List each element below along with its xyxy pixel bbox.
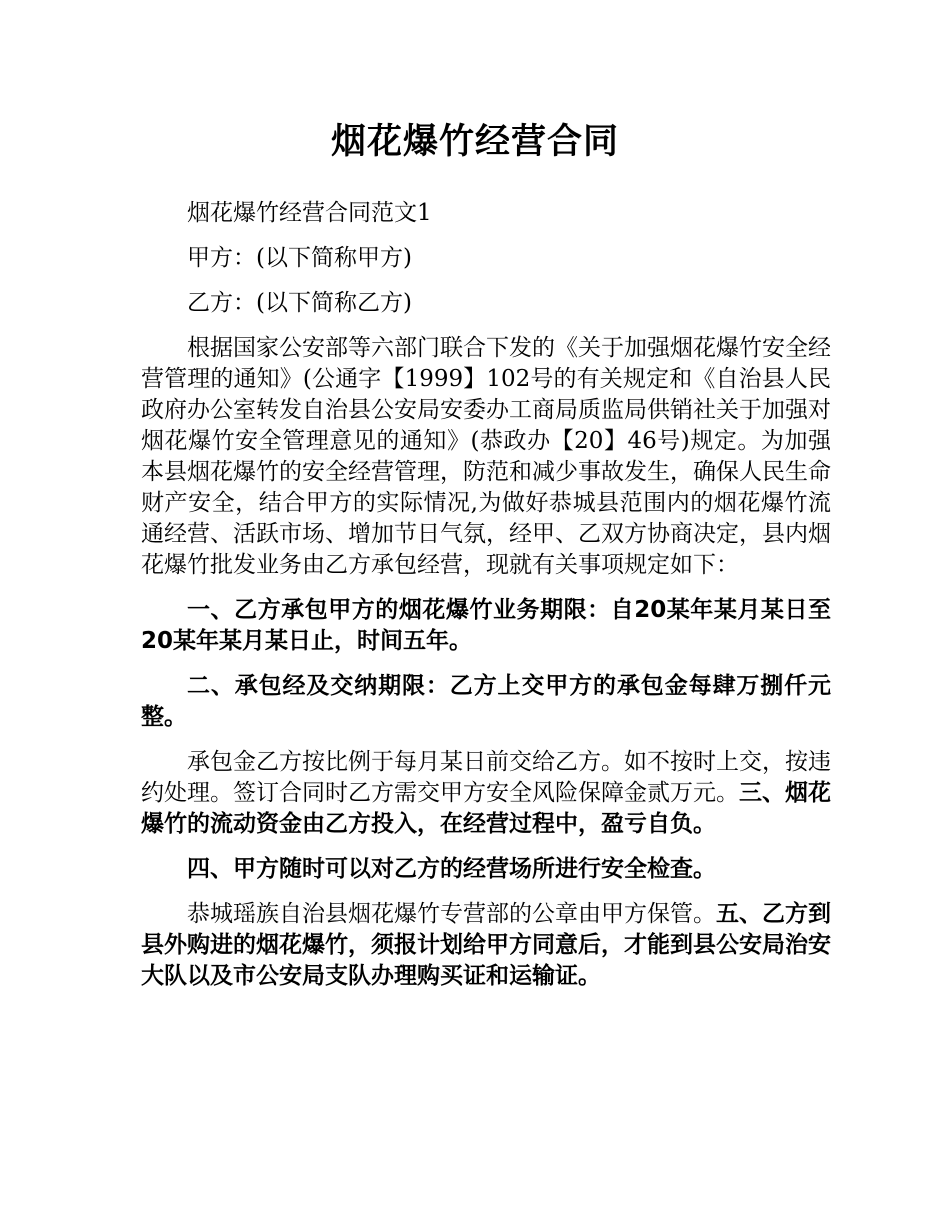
clause-1-paragraph: 一、乙方承包甲方的烟花爆竹业务期限：自20某年某月某日至20某年某月某日止，时间五年。: [141, 597, 831, 654]
clause-2-detail-text: 承包金乙方按比例于每月某日前交给乙方。如不按时上交，按违约处理。签订合同时乙方需交甲方安全风险保障金贰万元。: [141, 749, 831, 806]
preamble-paragraph: 根据国家公安部等六部门联合下发的《关于加强烟花爆竹安全经营管理的通知》(公通字【1999】102号的有关规定和《自治县人民政府办公室转发自治县公安局安委办工商局质监局供销社关于加强对烟花爆竹安全管理意见的通知》(恭政办【20】46号)规定。为加强本县烟花爆竹的安全经营管理，防范和减少事故发生，确保人民生命财产安全，结合甲方的实际情况,为做好恭城县范围内的烟花爆竹流通经营、活跃市场、增加节日气氛，经甲、乙双方协商决定，县内烟花爆竹批发业务由乙方承包经营，现就有关事项规定如下：: [141, 335, 831, 578]
clause-4-detail-text: 恭城瑶族自治县烟花爆竹专营部的公章由甲方保管。: [187, 901, 716, 927]
clause-4-paragraph: 四、甲方随时可以对乙方的经营场所进行安全检查。: [187, 856, 716, 882]
subtitle-paragraph: 烟花爆竹经营合同范文1: [187, 200, 432, 226]
clause-2-detail-paragraph: [141, 747, 831, 840]
clause-2-paragraph: 二、承包经及交纳期限：乙方上交甲方的承包金每肆万捌仟元整。: [141, 673, 831, 730]
document-body: [141, 198, 831, 992]
clause-5-text: 五、乙方到县外购进的烟花爆竹，须报计划给甲方同意后，才能到县公安局治安大队以及市公安局支队办理购买证和运输证。: [141, 901, 831, 989]
party-b-paragraph: 乙方：(以下简称乙方): [187, 290, 412, 316]
document-title: 烟花爆竹经营合同: [330, 122, 619, 162]
clause-4-detail-paragraph: [141, 899, 831, 992]
clause-3-text: 三、烟花爆竹的流动资金由乙方投入，在经营过程中，盈亏自负。: [141, 780, 831, 837]
party-a-paragraph: 甲方：(以下简称甲方): [187, 245, 412, 271]
